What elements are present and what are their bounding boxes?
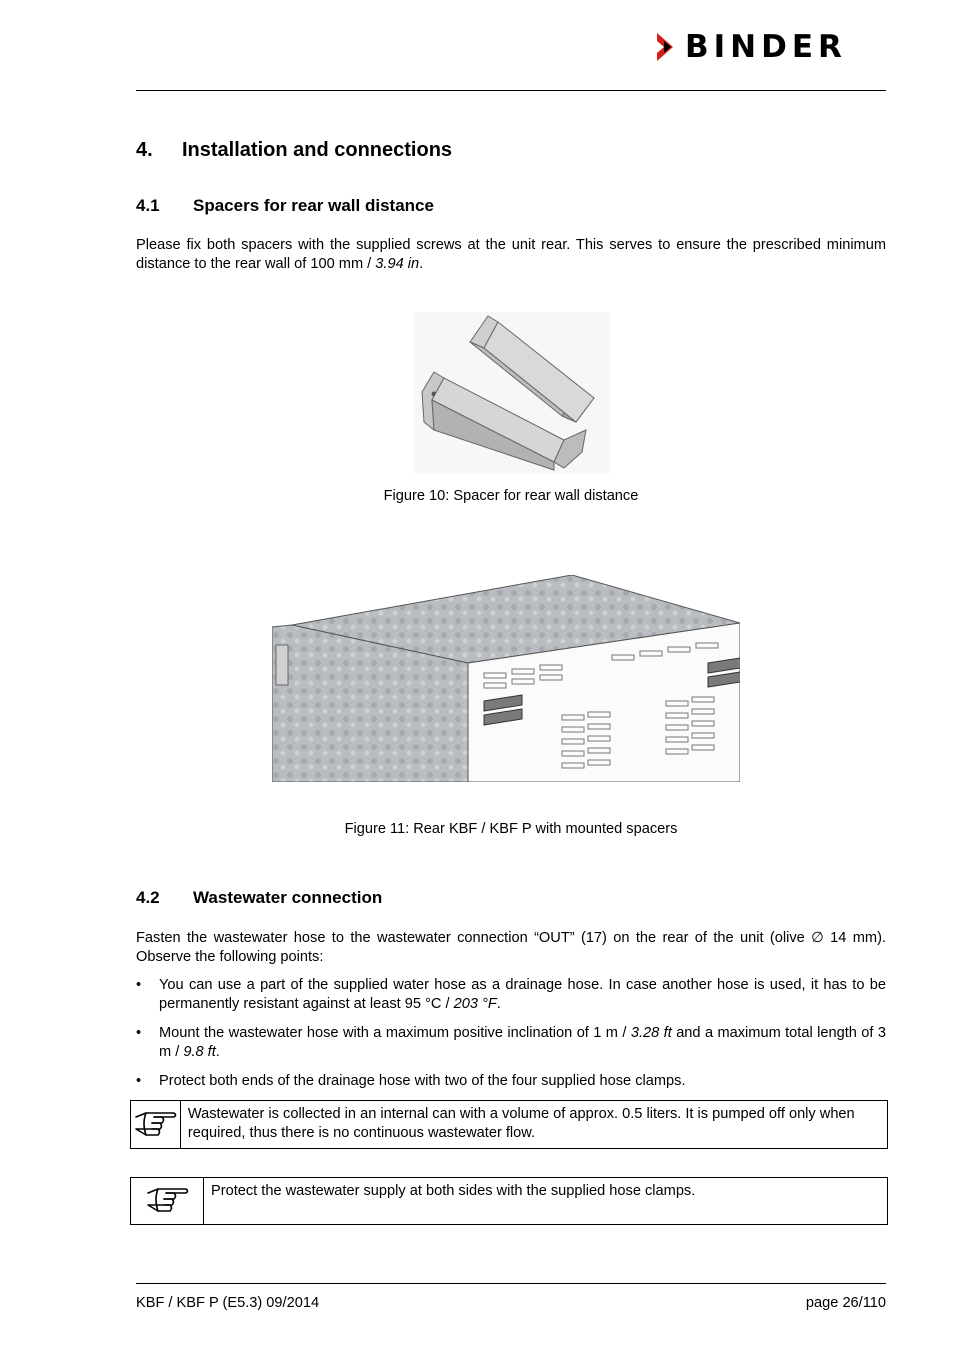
footer-doc-id: KBF / KBF P (E5.3) 09/2014 — [136, 1295, 320, 1311]
list-item: • Mount the wastewater hose with a maximum positive inclination of 1 m / 3.28 ft and a maximum total length of 3 m / 9.8 ft. — [136, 1025, 886, 1060]
brand-logo — [655, 28, 847, 66]
note-box — [130, 1100, 888, 1149]
spacers-paragraph: Please fix both spacers with the supplied screws at the unit rear. This serves to ensure the prescribed minimum distance to the rear wall of 100 mm / 3.94 in. — [136, 237, 886, 272]
list-item: • Protect both ends of the drainage hose with two of the four supplied hose clamps. — [136, 1073, 686, 1089]
unit-rear-figure — [272, 575, 740, 782]
figure-10-caption: Figure 10: Spacer for rear wall distance — [383, 488, 639, 504]
note-text: Protect the wastewater supply at both sides with the supplied hose clamps. — [211, 1183, 696, 1199]
footer-rule — [136, 1283, 886, 1284]
figure-11-caption: Figure 11: Rear KBF / KBF P with mounted spacers — [344, 821, 678, 837]
header-rule — [136, 90, 886, 91]
footer-page-number: page 26/110 — [805, 1295, 886, 1311]
note-box — [130, 1177, 888, 1225]
pointing-hand-icon — [132, 1107, 178, 1143]
spacer-figure — [414, 312, 610, 474]
list-item: • You can use a part of the supplied water hose as a drainage hose. In case another hose is used, it has to be permanently resistant against at least 95 °C / 203 °F. — [136, 977, 886, 1012]
pointing-hand-icon — [144, 1183, 190, 1219]
note-text: Wastewater is collected in an internal can with a volume of approx. 0.5 liters. It is pumped off only when required, thus there is no continuous wastewater flow. — [187, 1106, 855, 1141]
section-heading: 4. Installation and connections — [136, 139, 453, 161]
binder-logo-icon — [655, 31, 679, 63]
subsection-heading-wastewater: 4.2 Wastewater connection — [136, 888, 383, 907]
wastewater-intro: Fasten the wastewater hose to the wastewater connection “OUT” (17) on the rear of the unit (olive ∅ 14 mm). Observe the following points: — [136, 930, 886, 965]
subsection-heading-spacers: 4.1 Spacers for rear wall distance — [136, 196, 434, 215]
brand-name: BINDER — [685, 29, 847, 65]
